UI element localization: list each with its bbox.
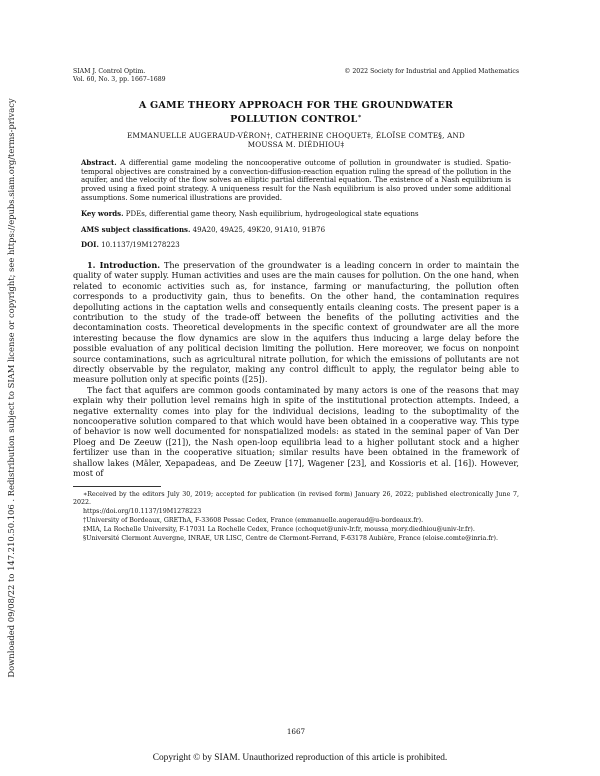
keywords-line xyxy=(81,210,511,219)
abstract-label: Abstract. xyxy=(81,158,117,168)
title-line-2: POLLUTION CONTROL∗ xyxy=(230,113,362,126)
footnote-received: ∗Received by the editors July 30, 2019; accepted for publication (in revised form) January 26, 2022; published electronically June 7, 2022. xyxy=(73,491,519,507)
ams-line xyxy=(81,226,511,235)
journal-info xyxy=(73,68,166,84)
title-line-1: A GAME THEORY APPROACH FOR THE GROUNDWATER xyxy=(138,100,454,111)
header-copyright: © 2022 Society for Industrial and Applied Mathematics xyxy=(344,68,519,75)
volume-info: Vol. 60, No. 3, pp. 1667–1689 xyxy=(73,76,166,83)
download-notice-margin xyxy=(0,0,22,776)
footnote-doi-url[interactable]: https://doi.org/10.1137/19M1278223 xyxy=(83,508,202,516)
paragraph-1 xyxy=(73,260,519,385)
abstract xyxy=(73,159,519,202)
footnote-affiliation-2: ‡MIA, La Rochelle University, F-17031 La Rochelle Cedex, France (cchoquet@univ-lr.fr, moussa_mory.diedhiou@univ-lr.fr). xyxy=(83,526,475,534)
paragraph-2: The fact that aquifers are common goods contaminated by many actors is one of the reasons that may explain why their pollution level remains high in spite of the institutional protection attempts. Indeed, a negative externality comes into play for the individual decisions, leading to the suboptimality of the noncooperative solution compared to that which would have been obtained in a cooperative way. This type of behavior is now well documented for nonspatialized models: as stated in the seminal paper of Van Der Ploeg and De Zeeuw ([21]), the Nash open-loop equilibria lead to a higher pollutant stock and a higher fertilizer use than in the cooperative situation; similar results have been obtained in the framework of shallow lakes (Mäler, Xepapadeas, and De Zeeuw [17], Wagener [23], and Kossioris et al. [16]). However, most of xyxy=(73,384,519,479)
ams-label: AMS subject classifications. xyxy=(81,224,191,234)
running-header xyxy=(73,68,519,90)
footnote-rule xyxy=(73,486,161,487)
abstract-text: A differential game modeling the noncooperative outcome of pollution in groundwater is studied. Spatio-temporal objectives are constrained by a convection-diffusion-reaction equation ruling the spread of the pollution in the aquifer, and the velocity of the flow solves an elliptic partial differential equation. The existence of a Nash equilibrium is proved using a fixed point strategy. A uniqueness result for the Nash equilibrium is also proved under some additional assumptions. Some numerical illustrations are provided. xyxy=(81,159,511,202)
doi-link[interactable]: 10.1137/19M1278223 xyxy=(101,241,180,250)
article-title xyxy=(73,100,519,125)
bottom-copyright: Copyright © by SIAM. Unauthorized reproduction of this article is prohibited. xyxy=(152,753,448,763)
section-heading: 1. Introduction. xyxy=(87,259,161,270)
paragraph-1-text: The preservation of the groundwater is a leading concern in order to maintain the quality of water supply. Human activities and uses are the main causes for pollution. On the one hand, when related to economic activities such as, for instance, farming or manufacturing, the pollution often corresponds to a productivity gain, thus to benefits. On the other hand, the contamination requires depolluting actions in the captation wells and consequently entails cleaning costs. The present paper is a contribution to the study of the trade-off between the benefits of the polluting activities and the decontamination costs. Theoretical developments in the specific context of groundwater are all the more interesting because the flow dynamics are slow in the aquifers thus inducing a large delay before the possible evaluation of any political decision limiting the pollution. Here moreover, we focus on nonpoint source contaminations, such as agricultural nitrate pollution, for which the emissions of pollutants are not directly observable by the regulator, making any control difficult to apply, the regulator being able to measure pollution only at specific points ([25]). xyxy=(73,259,520,385)
doi-line xyxy=(81,241,511,250)
authors-line-1: EMMANUELLE AUGERAUD-VÉRON†, CATHERINE CHOQUET‡, ÉLOÏSE COMTE§, AND xyxy=(127,131,465,141)
author-list xyxy=(73,131,519,149)
article-page xyxy=(73,68,520,736)
article-body xyxy=(73,260,519,479)
footnote-affiliation-3: §Université Clermont Auvergne, INRAE, UR LISC, Centre de Clermont-Ferrand, F-63178 Aubière, France (eloise.comte@inria.fr). xyxy=(83,535,499,542)
journal-name: SIAM J. Control Optim. xyxy=(73,68,146,75)
title-footnote-mark: ∗ xyxy=(357,113,362,120)
download-notice-text: Downloaded 09/08/22 to 147.210.50.106 . Redistribution subject to SIAM license or copyright; see https://epubs.siam.org/terms-privacy xyxy=(6,98,16,678)
ams-codes: 49A20, 49A25, 49K20, 91A10, 91B76 xyxy=(192,225,326,234)
keywords: PDEs, differential game theory, Nash equilibrium, hydrogeological state equations xyxy=(125,210,419,219)
page-number: 1667 xyxy=(286,727,306,736)
footnotes xyxy=(73,491,519,542)
doi-label: DOI. xyxy=(81,240,99,250)
footnote-affiliation-1: †University of Bordeaux, GREThA, F-33608 Pessac Cedex, France (emmanuelle.augeraud@u-bordeaux.fr). xyxy=(83,517,424,525)
article-metadata xyxy=(73,210,519,250)
authors-line-2: MOUSSA M. DIÉDHIOU‡ xyxy=(247,140,345,150)
keywords-label: Key words. xyxy=(81,209,124,219)
